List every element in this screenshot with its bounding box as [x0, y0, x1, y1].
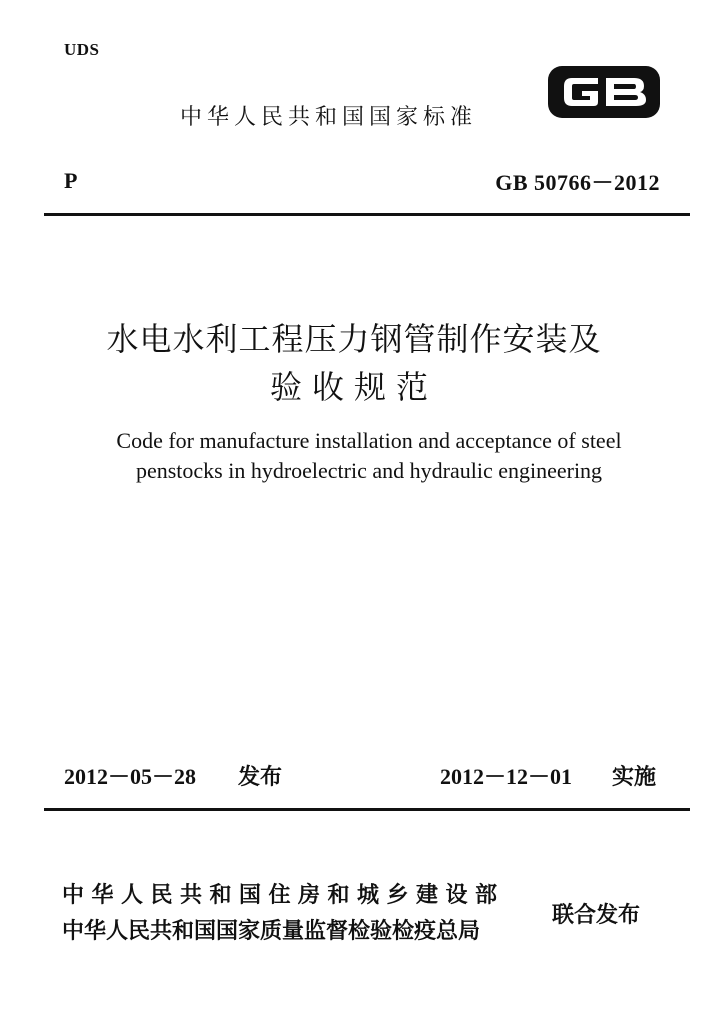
issuer-line-1: 中华人民共和国住房和城乡建设部: [62, 883, 505, 908]
title-english-line-1: Code for manufacture installation and acceptance of steel: [116, 428, 622, 453]
classification-code: P: [64, 168, 78, 193]
issue-date: 2012－05－28: [64, 764, 197, 789]
title-chinese-line-2: 验收规范: [269, 369, 438, 405]
joint-issue-label: 联合发布: [552, 903, 641, 928]
title-english-line-2: penstocks in hydroelectric and hydraulic engineering: [135, 458, 603, 483]
issue-label: 发布: [238, 765, 283, 790]
standard-number: GB 50766－2012: [495, 170, 660, 195]
implementation-label: 实施: [612, 765, 657, 790]
implementation-date: 2012－12－01: [440, 764, 573, 789]
uds-label: UDS: [64, 40, 100, 59]
issuer-line-2: 中华人民共和国国家质量监督检验检疫总局: [62, 919, 481, 944]
national-standard-heading: 中华人民共和国国家标准: [180, 105, 478, 130]
top-divider: [44, 213, 690, 216]
title-chinese-line-1: 水电水利工程压力钢管制作安装及: [106, 321, 602, 357]
gb-logo: [546, 64, 662, 120]
bottom-divider: [44, 808, 690, 811]
